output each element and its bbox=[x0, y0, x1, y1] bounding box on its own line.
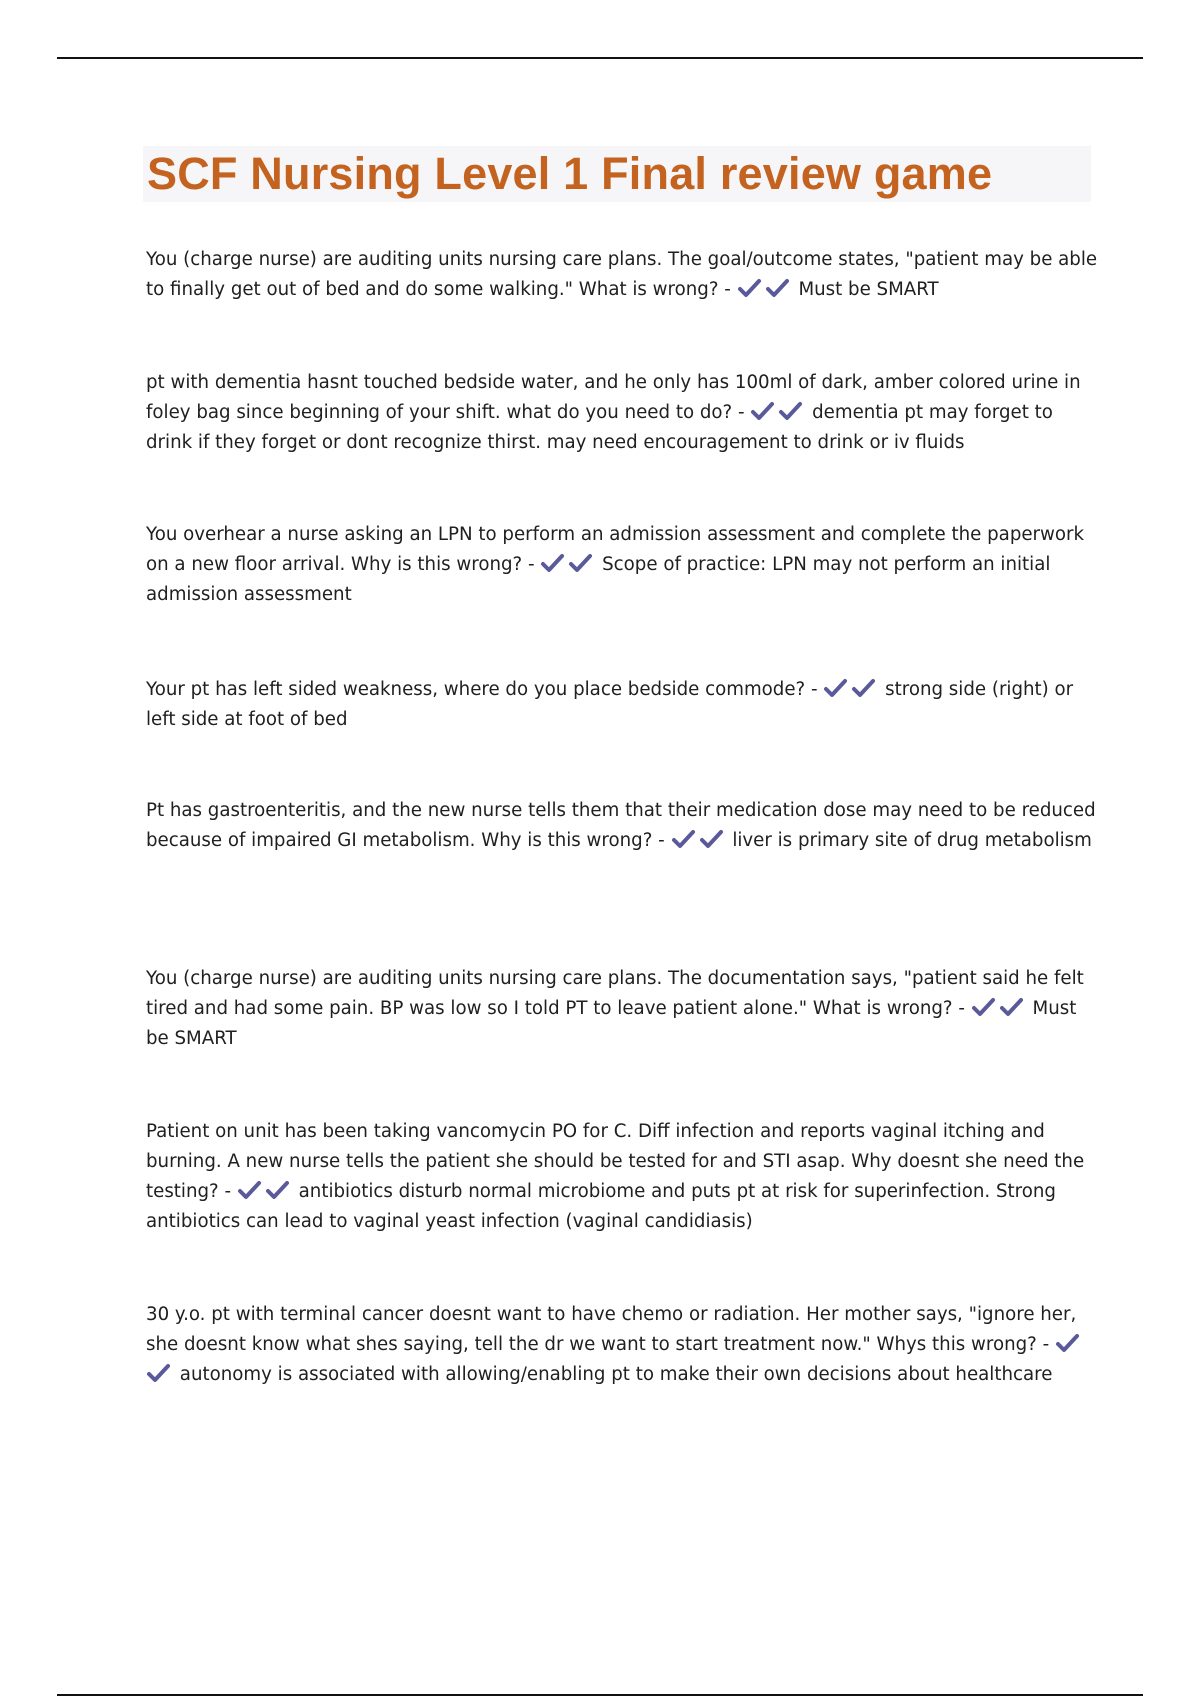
answer-text: autonomy is associated with allowing/enabling pt to make their own decisions about healthcare bbox=[179, 1364, 1053, 1385]
check-icon bbox=[750, 401, 776, 421]
qa-item bbox=[146, 1117, 1098, 1237]
question-text: You (charge nurse) are auditing units nursing care plans. The documentation says, "patient said he felt tired and had some pain. BP was low so I told PT to leave patient alone." What is wrong? - bbox=[146, 968, 1084, 1019]
question-text: 30 y.o. pt with terminal cancer doesnt want to have chemo or radiation. Her mother says, "ignore her, she doesnt know what shes saying, tell the dr we want to start treatment now." Whys this wrong? - bbox=[146, 1304, 1077, 1355]
qa-item bbox=[146, 1300, 1098, 1390]
check-icon bbox=[146, 1363, 172, 1383]
question-text: Your pt has left sided weakness, where do you place bedside commode? - bbox=[146, 679, 818, 700]
check-icon bbox=[671, 829, 697, 849]
check-icon bbox=[568, 553, 594, 573]
check-icon bbox=[778, 401, 804, 421]
top-divider bbox=[57, 57, 1143, 59]
check-icon bbox=[851, 678, 877, 698]
qa-item bbox=[146, 796, 1098, 856]
qa-item bbox=[146, 368, 1098, 458]
check-icon bbox=[265, 1180, 291, 1200]
qa-item bbox=[146, 520, 1098, 610]
answer-text: Scope of practice: LPN may not perform an initial admission assessment bbox=[146, 554, 1051, 605]
question-text: You (charge nurse) are auditing units nursing care plans. The goal/outcome states, "patient may be able to finally get out of bed and do some walking." What is wrong? - bbox=[146, 249, 1098, 300]
qa-item bbox=[146, 245, 1098, 305]
page-title: SCF Nursing Level 1 Final review game bbox=[147, 148, 993, 199]
check-icon bbox=[737, 278, 763, 298]
answer-text: antibiotics disturb normal microbiome and puts pt at risk for superinfection. Strong antibiotics can lead to vaginal yeast infection (vaginal candidiasis) bbox=[146, 1181, 1056, 1232]
check-icon bbox=[999, 997, 1025, 1017]
check-icon bbox=[971, 997, 997, 1017]
answer-text: Must be SMART bbox=[798, 279, 939, 300]
qa-item bbox=[146, 964, 1098, 1054]
check-icon bbox=[823, 678, 849, 698]
qa-item bbox=[146, 675, 1098, 735]
answer-text: liver is primary site of drug metabolism bbox=[732, 830, 1092, 851]
answer-text: dementia pt may forget to drink if they forget or dont recognize thirst. may need encouragement to drink or iv fluids bbox=[146, 402, 1053, 453]
question-text: Patient on unit has been taking vancomycin PO for C. Diff infection and reports vaginal itching and burning. A new nurse tells the patient she should be tested for and STI asap. Why doesnt she need the testing? - bbox=[146, 1121, 1085, 1202]
answer-text: strong side (right) or left side at foot of bed bbox=[146, 679, 1074, 730]
check-icon bbox=[699, 829, 725, 849]
check-icon bbox=[237, 1180, 263, 1200]
question-text: Pt has gastroenteritis, and the new nurse tells them that their medication dose may need to be reduced because of impaired GI metabolism. Why is this wrong? - bbox=[146, 800, 1096, 851]
check-icon bbox=[540, 553, 566, 573]
question-text: pt with dementia hasnt touched bedside water, and he only has 100ml of dark, amber colored urine in foley bag since beginning of your shift. what do you need to do? - bbox=[146, 372, 1081, 423]
answer-text: Must be SMART bbox=[146, 998, 1077, 1049]
check-icon bbox=[765, 278, 791, 298]
bottom-divider bbox=[57, 1694, 1143, 1696]
question-text: You overhear a nurse asking an LPN to perform an admission assessment and complete the paperwork on a new floor arrival. Why is this wrong? - bbox=[146, 524, 1085, 575]
check-icon bbox=[1055, 1333, 1081, 1353]
